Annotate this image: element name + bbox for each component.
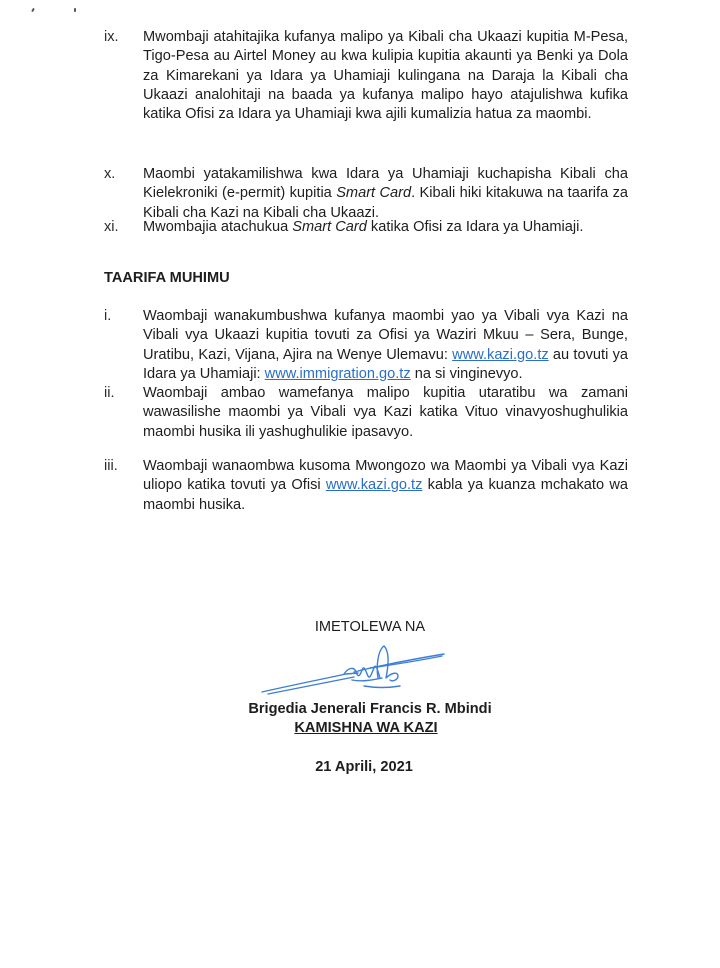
item-text: Waombaji ambao wamefanya malipo kupitia utaratibu wa zamani wawasilishe maombi ya Vibali vya Kazi katika Vituo vinavyoshughulikia maombi husika ili yashughulikie ipasavyo.	[143, 385, 628, 440]
step-text-part: Mwombajia atachukua	[143, 219, 293, 235]
kazi-website-link[interactable]: www.kazi.go.tz	[452, 346, 549, 363]
step-text: Mwombaji atahitajika kufanya malipo ya Kibali cha Ukaazi kupitia M-Pesa, Tigo-Pesa au Airtel Money au kwa kulipia kupitia akaunti ya Benki ya Dola za Kimarekani ya Idara ya Uhamiaji kulingana na Daraja la Kibali cha Ukaazi analohitaji na baada ya kufanya malipo hayo atajulishwa kufika katika Ofisi za Idara ya Uhamiaji kwa ajili kumalizia hatua za maombi.	[143, 29, 628, 123]
step-number: x.	[104, 166, 116, 182]
item-number: i.	[104, 308, 112, 324]
smart-card-term: Smart Card	[336, 185, 412, 202]
scan-mark	[74, 8, 76, 12]
scan-mark	[31, 8, 35, 12]
handwritten-signature	[258, 642, 448, 700]
step-number: xi.	[104, 219, 119, 235]
signer-title: KAMISHNA WA KAZI	[294, 720, 438, 736]
smart-card-term: Smart Card	[292, 219, 367, 235]
step-item-xi	[104, 218, 628, 237]
important-item-i	[104, 307, 628, 384]
step-number: ix.	[104, 29, 119, 45]
step-text-part: . Kibali hiki kitakuwa na taarifa za Kibali cha Kazi na Kibali cha Ukaazi.	[143, 185, 629, 221]
item-text	[143, 307, 628, 384]
important-item-iii	[104, 457, 628, 515]
step-text-part: katika Ofisi za Idara ya Uhamiaji.	[366, 219, 584, 235]
item-text-part: na si vinginevyo.	[410, 365, 523, 382]
step-text-part: Maombi yatakamilishwa kwa Idara ya Uhamiaji kuchapisha Kibali cha Kielekroniki (e-permit) kupitia	[143, 166, 628, 202]
item-number: ii.	[104, 385, 115, 401]
item-text-part: Waombaji wanaombwa kusoma Mwongozo wa Maombi ya Vibali vya Kazi uliopo katika tovuti ya Ofisi	[143, 458, 628, 494]
item-text	[143, 457, 628, 515]
step-text	[143, 218, 628, 237]
issue-date: 21 Aprili, 2021	[315, 759, 413, 775]
item-text-part: Waombaji wanakumbushwa kufanya maombi yao ya Vibali vya Kazi na Vibali vya Ukaazi kupitia tovuti za Ofisi ya Waziri Mkuu – Sera, Bunge, Uratibu, Kazi, Vijana, Ajira na Wenye Ulemavu:	[143, 308, 628, 363]
step-item-x	[104, 165, 628, 223]
immigration-website-link[interactable]: www.immigration.go.tz	[264, 365, 411, 382]
step-text	[143, 165, 628, 223]
item-number: iii.	[104, 458, 118, 474]
step-item-ix	[104, 28, 628, 124]
item-text-part: kabla ya kuanza mchakato wa maombi husika.	[143, 477, 628, 513]
section-heading: TAARIFA MUHIMU	[104, 270, 230, 286]
important-item-ii	[104, 384, 628, 442]
kazi-website-link[interactable]: www.kazi.go.tz	[325, 477, 423, 494]
issued-by-label: IMETOLEWA NA	[314, 619, 426, 635]
item-text-part: au tovuti ya Idara ya Uhamiaji:	[143, 346, 628, 382]
signer-name: Brigedia Jenerali Francis R. Mbindi	[248, 701, 492, 717]
